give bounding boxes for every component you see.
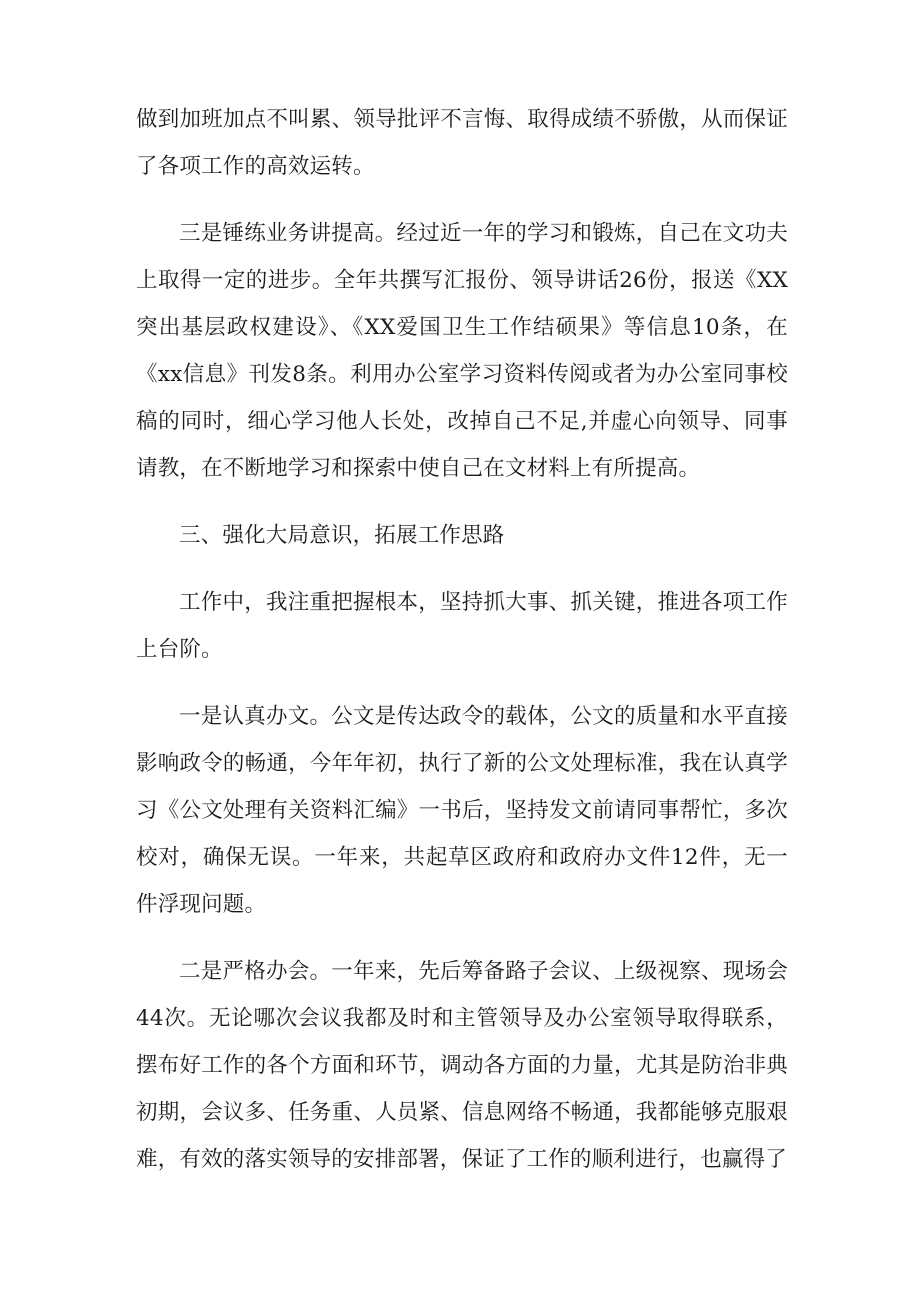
heading-text: 三、强化大局意识，拓展工作思路	[179, 523, 505, 548]
document-page	[136, 96, 788, 1203]
paragraph-text: 做到加班加点不叫累、领导批评不言悔、取得成绩不骄傲，从而保证了各项工作的高效运转。	[136, 107, 788, 179]
paragraph-text: 一是认真办文。公文是传达政令的载体，公文的质量和水平直接影响政令的畅通，今年年初，执行了新的公文处理标准，我在认真学习《公文处理有关资料汇编》一书后，坚持发文前请同事帮忙，多次校对，确保无误。一年来，共起草区政府和政府办文件12件，无一件浮现问题。	[136, 704, 788, 917]
section-heading	[136, 512, 788, 559]
paragraph-text: 二是严格办会。一年来，先后筹备路子会议、上级视察、现场会44次。无论哪次会议我都及时和主管领导及办公室领导取得联系，摆布好工作的各个方面和环节，调动各方面的力量，尤其是防治非典初期，会议多、任务重、人员紧、信息网络不畅通，我都能够克服艰难，有效的落实领导的安排部署，保证了工作的顺利进行，也赢得了	[136, 959, 788, 1172]
paragraph-intro	[136, 579, 788, 673]
paragraph-skill-improvement	[136, 210, 788, 492]
paragraph-text: 工作中，我注重把握根本，坚持抓大事、抓关键，推进各项工作上台阶。	[136, 590, 788, 662]
paragraph-document-handling	[136, 693, 788, 928]
paragraph-continuation	[136, 96, 788, 190]
paragraph-meeting-handling	[136, 948, 788, 1183]
paragraph-text: 三是锤练业务讲提高。经过近一年的学习和锻炼，自己在文功夫上取得一定的进步。全年共撰写汇报份、领导讲话26份，报送《XX突出基层政权建设》、《XX爱国卫生工作结硕果》等信息10条，在《xx信息》刊发8条。利用办公室学习资料传阅或者为办公室同事校稿的同时，细心学习他人长处，改掉自己不足,并虚心向领导、同事请教，在不断地学习和探索中使自己在文材料上有所提高。	[136, 221, 788, 481]
